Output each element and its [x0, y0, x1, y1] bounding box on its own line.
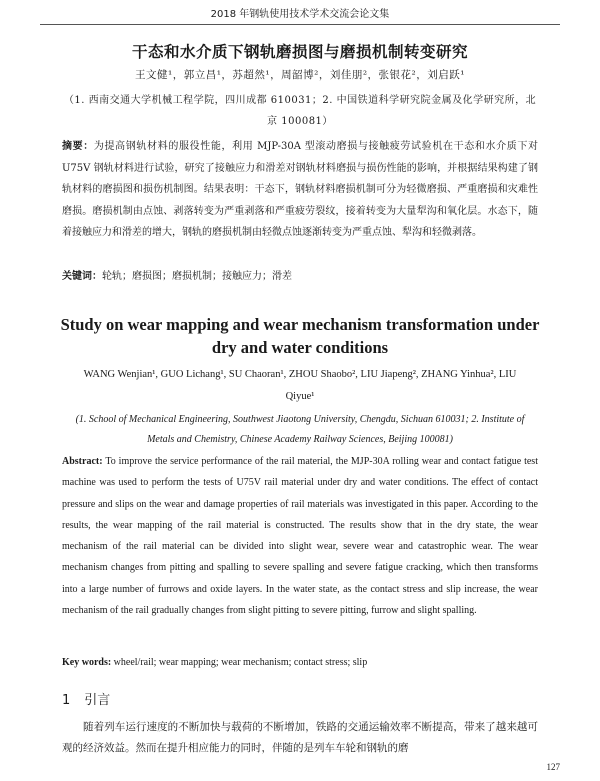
running-header: 2018 年钢轨使用技术学术交流会论文集: [40, 6, 560, 25]
introduction-paragraph: 随着列车运行速度的不断加快与载荷的不断增加，铁路的交通运输效率不断提高，带来了越来越可观的经济效益。然而在提升相应能力的同时，伴随的是列车车轮和钢轨的磨: [62, 721, 538, 754]
english-keywords-label: Key words:: [62, 657, 112, 668]
chinese-abstract: [62, 136, 538, 244]
english-title: Study on wear mapping and wear mechanism transformation under dry and water conditions: [60, 315, 540, 357]
section-heading: [62, 690, 538, 712]
english-abstract: [62, 451, 538, 621]
chinese-abstract-label: 摘要：: [62, 141, 94, 152]
english-authors: WANG Wenjian¹, GUO Lichang¹, SU Chaoran¹, ZHOU Shaobo², LIU Jiapeng², ZHANG Yinhua², LIU Qiyue¹: [83, 369, 517, 402]
page-number: 127: [546, 762, 560, 772]
chinese-keywords-text: 轮轨；磨损图；磨损机制；接触应力；滑差: [102, 271, 292, 282]
chinese-abstract-text: 为提高钢轨材料的服役性能，利用 MJP-30A 型滚动磨损与接触疲劳试验机在干态和水介质下对 U75V 钢轨材料进行试验，研究了接触应力和滑差对钢轨材料磨损与损伤性能的影响，并根据结果构建了钢轨材料的磨损图和损伤机制图。结果表明：干态下，钢轨材料磨损机制可分为轻微磨损、严重磨损和灾难性磨损。磨损机制由点蚀、剥落转变为严重剥落和严重疲劳裂纹，接着转变为大量犁沟和氧化层。水态下，随着接触应力和滑差的增大，钢轨的磨损机制由轻微点蚀逐渐转变为严重点蚀、犁沟和轻微剥落。: [62, 141, 538, 238]
english-keywords: [62, 653, 538, 673]
english-keywords-text: wheel/rail; wear mapping; wear mechanism; contact stress; slip: [113, 657, 368, 668]
section-title: 引言: [84, 693, 111, 708]
english-affiliation: (1. School of Mechanical Engineering, Southwest Jiaotong University, Chengdu, Sichuan 610031; 2. Institute of Metals and Chemistry, Chinese Academy Railway Sciences, Beijing 100081): [75, 414, 525, 445]
chinese-keywords: [62, 266, 538, 287]
chinese-authors: 王文健¹，郭立昌¹，苏超然¹，周韶博²，刘佳朋²，张银花²，刘启跃¹: [135, 69, 465, 81]
section-number: 1: [62, 693, 71, 708]
english-abstract-label: Abstract:: [62, 456, 103, 467]
chinese-title: 干态和水介质下钢轨磨损图与磨损机制转变研究: [131, 43, 468, 61]
english-abstract-text: To improve the service performance of the rail material, the MJP-30A rolling wear and contact fatigue test machine was used to perform the tests of U75V rail material under dry and water conditions. The effect of contact pressure and slips on the wear and damage properties of rail materials was investigated in this paper. According to the results, the wear mapping of the rail material is constructed. The results show that in the dry state, the wear mechanism of the rail material can be divided into slight wear, severe wear and catastrophic wear. The wear mechanism changes from pitting and spalling to severe spalling and severe fatigue cracking, which then transforms into a large number of furrows and oxide layers. In the water state, as the contact stress and slip increase, the wear mechanism of the rail gradually changes from slight pitting to severe pitting, furrow and slight spalling.: [62, 456, 538, 617]
chinese-keywords-label: 关键词：: [62, 271, 102, 282]
chinese-affiliation: （1. 西南交通大学机械工程学院，四川成都 610031；2. 中国铁道科学研究院金属及化学研究所，北京 100081）: [63, 95, 537, 127]
